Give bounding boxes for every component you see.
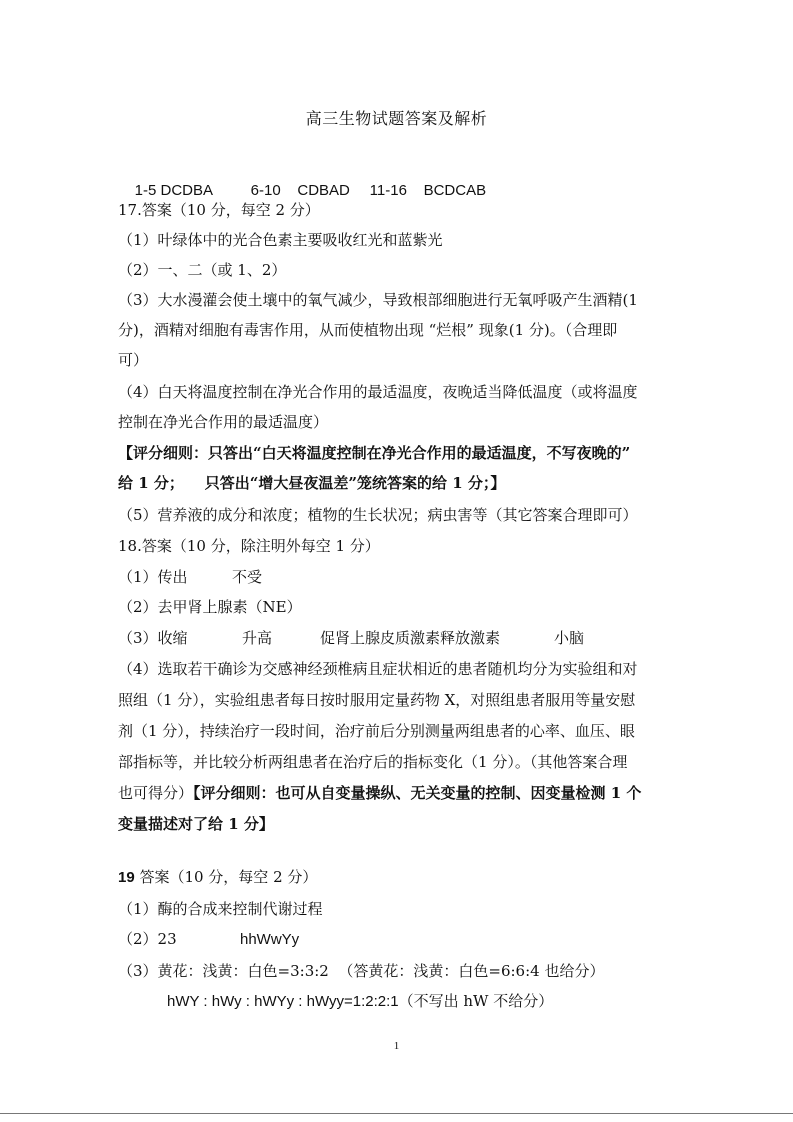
q19-answer-1: （1）酶的合成来控制代谢过程 (118, 900, 323, 918)
q18-answer-3-a: （3）收缩 (118, 629, 188, 647)
q19-gamete-ratio: hWY : hWy : hWYy : hWyy=1:2:2:1 (167, 993, 399, 1010)
q19-header-text: 答案（10 分，每空 2 分） (134, 868, 318, 886)
mc-group-1-5: 1-5 DCDBA (134, 182, 214, 199)
q18-answer-1-b: 不受 (232, 568, 263, 586)
q19-header (118, 867, 317, 888)
q19-number: 19 (118, 869, 135, 886)
page-number: 1 (393, 1040, 400, 1052)
q18-answer-4-line-5 (118, 783, 641, 803)
q17-scoring-rule-line-1: 【评分细则：只答出“白天将温度控制在净光合作用的最适温度，不写夜晚的” (118, 444, 631, 462)
q17-answer-4-line-1: （4）白天将温度控制在净光合作用的最适温度，夜晚适当降低温度（或将温度 (118, 383, 638, 401)
q18-scoring-rule-line-1: 【评分细则：也可从自变量操纵、无关变量的控制、因变量检测 1 个 (193, 784, 642, 802)
q19-answer-2-b: hhWwYy (240, 931, 300, 948)
document-title: 高三生物试题答案及解析 (305, 109, 488, 128)
q19-answer-3-line-2 (167, 991, 553, 1012)
q18-answer-3-c: 促肾上腺皮质激素释放激素 (320, 629, 501, 647)
q18-answer-4-line-2: 照组（1 分），实验组患者每日按时服用定量药物 X，对照组患者服用等量安慰 (118, 691, 636, 709)
q19-answer-2-a: （2）23 (118, 930, 177, 948)
q17-answer-3-line-2: 分)，酒精对细胞有毒害作用，从而使植物出现 “烂根” 现象(1 分)。（合理即 (118, 321, 618, 339)
q18-answer-4-line-3: 剂（1 分），持续治疗一段时间，治疗前后分别测量两组患者的心率、血压、眼 (118, 722, 635, 740)
q18-answer-3-b: 升高 (242, 629, 273, 647)
q18-answer-3-d: 小脑 (554, 629, 585, 647)
q18-answer-4-line-4: 部指标等，并比较分析两组患者在治疗后的指标变化（1 分）。（其他答案合理 (118, 753, 628, 771)
q17-scoring-rule-line-2: 给 1 分； 只答出“增大昼夜温差”笼统答案的给 1 分；】 (118, 474, 506, 492)
q17-answer-5: （5）营养液的成分和浓度；植物的生长状况；病虫害等（其它答案合理即可） (118, 506, 638, 524)
mc-group-11-16: 11-16 BCDCAB (369, 182, 487, 199)
q17-answer-1: （1）叶绿体中的光合色素主要吸收红光和蓝紫光 (118, 231, 443, 249)
q18-scoring-rule-line-2: 变量描述对了给 1 分】 (118, 815, 274, 833)
q18-answer-2: （2）去甲肾上腺素（NE） (118, 598, 302, 616)
q19-answer-3-line-1: （3）黄花：浅黄：白色=3:3:2 （答黄花：浅黄：白色=6:6:4 也给分） (118, 962, 605, 980)
q17-header: 17.答案（10 分，每空 2 分） (118, 201, 320, 219)
q17-answer-3-line-1: （3）大水漫灌会使土壤中的氧气减少，导致根部细胞进行无氧呼吸产生酒精(1 (118, 291, 638, 309)
q17-answer-2: （2）一、二（或 1、2） (118, 261, 287, 279)
q19-gamete-note: （不写出 hW 不给分） (398, 992, 554, 1010)
q18-answer-4-tail: 也可得分） (118, 784, 194, 802)
q18-answer-1 (118, 567, 262, 587)
page-bottom-divider (0, 1113, 793, 1114)
mc-group-6-10: 6-10 CDBAD (250, 182, 350, 199)
q19-answer-2 (118, 929, 299, 950)
q17-answer-4-line-2: 控制在净光合作用的最适温度） (118, 413, 329, 431)
q18-answer-3 (118, 628, 584, 648)
q18-header: 18.答案（10 分，除注明外每空 1 分） (118, 537, 380, 555)
q17-answer-3-line-3: 可） (118, 351, 149, 369)
q18-answer-1-a: （1）传出 (118, 568, 188, 586)
q18-answer-4-line-1: （4）选取若干确诊为交感神经颈椎病且症状相近的患者随机均分为实验组和对 (118, 660, 638, 678)
